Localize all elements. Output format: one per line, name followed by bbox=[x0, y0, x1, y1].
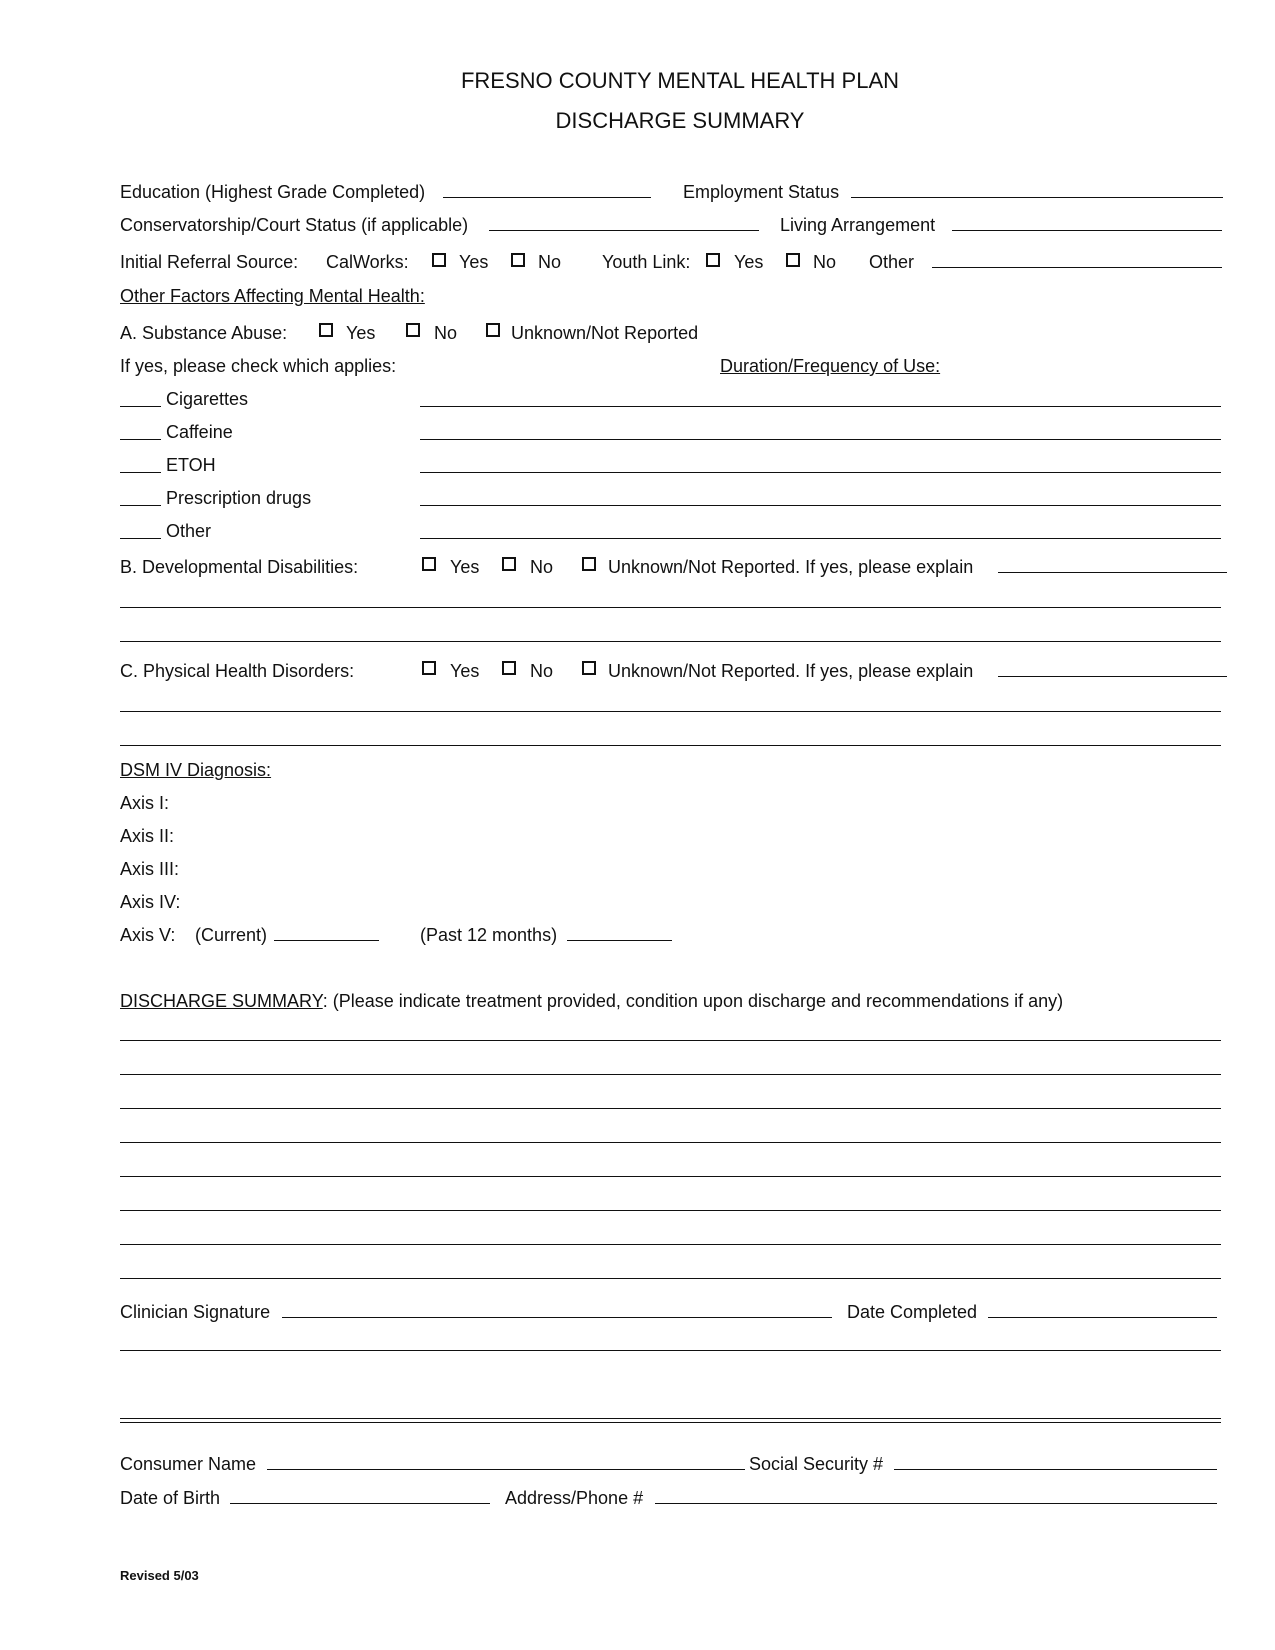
clinician-signature-label: Clinician Signature bbox=[120, 1302, 271, 1322]
developmental-explain-line[interactable] bbox=[120, 641, 1221, 642]
developmental-no-label: No bbox=[530, 557, 554, 577]
physical-no-checkbox[interactable] bbox=[502, 661, 516, 675]
signature-separator-line bbox=[120, 1350, 1221, 1351]
substance-yes-label: Yes bbox=[346, 323, 376, 343]
discharge-summary-line[interactable] bbox=[120, 1278, 1221, 1279]
education-field[interactable] bbox=[443, 197, 651, 198]
if-yes-label: If yes, please check which applies: bbox=[120, 356, 397, 376]
ssn-field[interactable] bbox=[894, 1469, 1217, 1470]
caffeine-check[interactable] bbox=[120, 439, 161, 440]
calworks-label: CalWorks: bbox=[326, 252, 409, 272]
substance-item: Caffeine bbox=[166, 422, 233, 442]
axis-v-past-field[interactable] bbox=[567, 940, 672, 941]
substance-unknown-label: Unknown/Not Reported bbox=[511, 323, 699, 343]
physical-no-label: No bbox=[530, 661, 554, 681]
calworks-no-label: No bbox=[538, 252, 562, 272]
developmental-yes-label: Yes bbox=[450, 557, 480, 577]
physical-yes-label: Yes bbox=[450, 661, 480, 681]
dsm-heading: DSM IV Diagnosis: bbox=[120, 760, 272, 780]
developmental-yes-checkbox[interactable] bbox=[422, 557, 436, 571]
axis-v-current-field[interactable] bbox=[274, 940, 379, 941]
axis-label: Axis III: bbox=[120, 859, 180, 879]
discharge-heading: DISCHARGE SUMMARY bbox=[120, 991, 323, 1011]
form-title: FRESNO COUNTY MENTAL HEALTH PLAN bbox=[460, 68, 900, 93]
cigarettes-duration-field[interactable] bbox=[420, 406, 1221, 407]
dob-label: Date of Birth bbox=[120, 1488, 221, 1508]
discharge-summary-line[interactable] bbox=[120, 1040, 1221, 1041]
discharge-summary-line[interactable] bbox=[120, 1074, 1221, 1075]
substance-unknown-checkbox[interactable] bbox=[486, 323, 500, 337]
consumer-name-label: Consumer Name bbox=[120, 1454, 257, 1474]
developmental-unknown-label: Unknown/Not Reported. If yes, please explain bbox=[608, 557, 974, 577]
physical-label: C. Physical Health Disorders: bbox=[120, 661, 355, 681]
developmental-explain-line[interactable] bbox=[120, 607, 1221, 608]
address-phone-field[interactable] bbox=[655, 1503, 1217, 1504]
date-completed-field[interactable] bbox=[988, 1317, 1217, 1318]
axis-v-label: Axis V: bbox=[120, 925, 176, 945]
developmental-label: B. Developmental Disabilities: bbox=[120, 557, 359, 577]
referral-label: Initial Referral Source: bbox=[120, 252, 299, 272]
physical-explain-line[interactable] bbox=[120, 745, 1221, 746]
developmental-unknown-checkbox[interactable] bbox=[582, 557, 596, 571]
substance-no-label: No bbox=[434, 323, 458, 343]
discharge-heading-row bbox=[120, 992, 1063, 1010]
axis-label: Axis IV: bbox=[120, 892, 181, 912]
substance-item: Other bbox=[166, 521, 212, 541]
discharge-summary-line[interactable] bbox=[120, 1142, 1221, 1143]
axis-v-past-label: (Past 12 months) bbox=[420, 925, 558, 945]
etoh-duration-field[interactable] bbox=[420, 472, 1221, 473]
etoh-check[interactable] bbox=[120, 472, 161, 473]
youth-link-yes-label: Yes bbox=[734, 252, 764, 272]
substance-yes-checkbox[interactable] bbox=[319, 323, 333, 337]
developmental-no-checkbox[interactable] bbox=[502, 557, 516, 571]
prescription-check[interactable] bbox=[120, 505, 161, 506]
double-rule-divider bbox=[120, 1418, 1221, 1423]
discharge-instructions: : (Please indicate treatment provided, condition upon discharge and recommendations if any) bbox=[322, 991, 1064, 1011]
physical-unknown-checkbox[interactable] bbox=[582, 661, 596, 675]
consumer-name-field[interactable] bbox=[267, 1469, 745, 1470]
referral-other-label: Other bbox=[869, 252, 915, 272]
referral-other-field[interactable] bbox=[932, 267, 1222, 268]
date-completed-label: Date Completed bbox=[847, 1302, 978, 1322]
substance-no-checkbox[interactable] bbox=[406, 323, 420, 337]
employment-field[interactable] bbox=[851, 197, 1223, 198]
ssn-label: Social Security # bbox=[749, 1454, 884, 1474]
substance-abuse-label: A. Substance Abuse: bbox=[120, 323, 288, 343]
substance-item: Prescription drugs bbox=[166, 488, 312, 508]
axis-label: Axis II: bbox=[120, 826, 175, 846]
discharge-summary-line[interactable] bbox=[120, 1244, 1221, 1245]
other-substance-duration-field[interactable] bbox=[420, 538, 1221, 539]
prescription-duration-field[interactable] bbox=[420, 505, 1221, 506]
physical-explain-line[interactable] bbox=[120, 711, 1221, 712]
calworks-no-checkbox[interactable] bbox=[511, 253, 525, 267]
conservatorship-label: Conservatorship/Court Status (if applicable) bbox=[120, 215, 469, 235]
youth-link-yes-checkbox[interactable] bbox=[706, 253, 720, 267]
axis-label: Axis I: bbox=[120, 793, 170, 813]
discharge-summary-line[interactable] bbox=[120, 1176, 1221, 1177]
cigarettes-check[interactable] bbox=[120, 406, 161, 407]
other-factors-heading: Other Factors Affecting Mental Health: bbox=[120, 286, 425, 306]
youth-link-label: Youth Link: bbox=[602, 252, 691, 272]
calworks-yes-checkbox[interactable] bbox=[432, 253, 446, 267]
other-substance-check[interactable] bbox=[120, 538, 161, 539]
duration-heading: Duration/Frequency of Use: bbox=[720, 356, 941, 376]
youth-link-no-label: No bbox=[813, 252, 837, 272]
living-field[interactable] bbox=[952, 230, 1222, 231]
physical-unknown-label: Unknown/Not Reported. If yes, please explain bbox=[608, 661, 974, 681]
caffeine-duration-field[interactable] bbox=[420, 439, 1221, 440]
employment-label: Employment Status bbox=[683, 182, 840, 202]
physical-explain-field[interactable] bbox=[998, 676, 1227, 677]
substance-item: Cigarettes bbox=[166, 389, 249, 409]
developmental-explain-field[interactable] bbox=[998, 572, 1227, 573]
calworks-yes-label: Yes bbox=[459, 252, 489, 272]
axis-v-current-label: (Current) bbox=[195, 925, 268, 945]
substance-item: ETOH bbox=[166, 455, 216, 475]
discharge-summary-line[interactable] bbox=[120, 1210, 1221, 1211]
youth-link-no-checkbox[interactable] bbox=[786, 253, 800, 267]
physical-yes-checkbox[interactable] bbox=[422, 661, 436, 675]
form-subtitle: DISCHARGE SUMMARY bbox=[555, 108, 805, 133]
revised-note: Revised 5/03 bbox=[120, 1568, 199, 1583]
living-label: Living Arrangement bbox=[780, 215, 936, 235]
discharge-summary-line[interactable] bbox=[120, 1108, 1221, 1109]
dob-field[interactable] bbox=[230, 1503, 490, 1504]
clinician-signature-field[interactable] bbox=[282, 1317, 832, 1318]
conservatorship-field[interactable] bbox=[489, 230, 759, 231]
education-label: Education (Highest Grade Completed) bbox=[120, 182, 426, 202]
address-phone-label: Address/Phone # bbox=[505, 1488, 644, 1508]
